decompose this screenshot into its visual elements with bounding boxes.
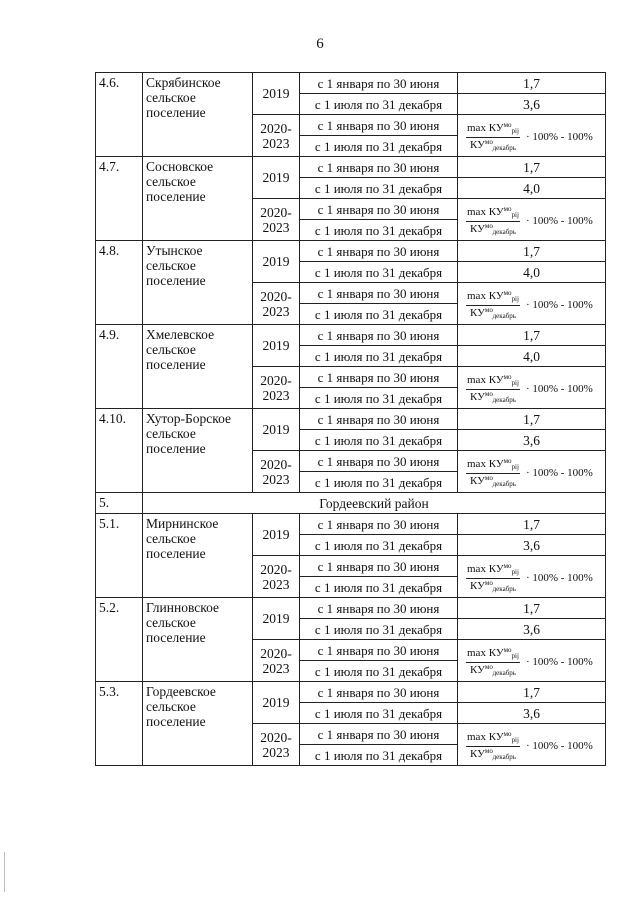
- period-cell: с 1 января по 30 июня: [300, 325, 458, 346]
- formula-numerator: $\max КУ^{мо}pij$: [466, 647, 520, 663]
- settlement-name: Скрябинское сельское поселение: [143, 73, 253, 157]
- page-number: 6: [316, 36, 324, 52]
- year-cell: 2019: [253, 325, 300, 367]
- section-number: 4.6.: [96, 73, 143, 157]
- table-row: [96, 241, 606, 262]
- formula-fraction: [466, 563, 520, 594]
- year-cell: 2020- 2023: [253, 640, 300, 682]
- period-cell: с 1 января по 30 июня: [300, 367, 458, 388]
- period-cell: с 1 июля по 31 декабря: [300, 262, 458, 283]
- year-cell: 2020- 2023: [253, 199, 300, 241]
- formula: $\frac{\max КУ^{мо}pij}{КУ^{мо}декабрь}$ · 100% - 100%: [467, 288, 593, 320]
- value-cell: 1,7: [458, 325, 606, 346]
- formula: $\frac{\max КУ^{мо}pij}{КУ^{мо}декабрь}$ · 100% - 100%: [467, 456, 593, 488]
- formula: $\frac{\max КУ^{мо}pij}{КУ^{мо}декабрь}$ · 100% - 100%: [467, 645, 593, 677]
- period-cell: с 1 января по 30 июня: [300, 241, 458, 262]
- formula-fraction: [466, 206, 520, 237]
- table-row: [96, 157, 606, 178]
- formula-fraction: [466, 731, 520, 762]
- period-cell: с 1 января по 30 июня: [300, 451, 458, 472]
- value-cell: 3,6: [458, 619, 606, 640]
- period-cell: с 1 июля по 31 декабря: [300, 136, 458, 157]
- section-number: 5.3.: [96, 682, 143, 766]
- formula: $\frac{\max КУ^{мо}pij}{КУ^{мо}декабрь}$ · 100% - 100%: [467, 372, 593, 404]
- formula-numerator: $\max КУ^{мо}pij$: [466, 290, 520, 306]
- formula-denominator: $КУ^{мо}декабрь$: [469, 221, 516, 236]
- year-cell: 2019: [253, 409, 300, 451]
- formula-cell: [458, 199, 606, 241]
- formula: $\frac{\max КУ^{мо}pij}{КУ^{мо}декабрь}$ · 100% - 100%: [467, 729, 593, 761]
- region-name: Гордеевский район: [143, 493, 606, 514]
- value-cell: 1,7: [458, 598, 606, 619]
- value-cell: 3,6: [458, 535, 606, 556]
- year-cell: 2020- 2023: [253, 367, 300, 409]
- value-cell: 1,7: [458, 682, 606, 703]
- year-cell: 2020- 2023: [253, 724, 300, 766]
- period-cell: с 1 июля по 31 декабря: [300, 430, 458, 451]
- period-cell: с 1 января по 30 июня: [300, 157, 458, 178]
- table-row: [96, 682, 606, 703]
- year-cell: 2019: [253, 157, 300, 199]
- section-number: 5.1.: [96, 514, 143, 598]
- period-cell: с 1 июля по 31 декабря: [300, 703, 458, 724]
- formula-fraction: [466, 647, 520, 678]
- value-cell: 1,7: [458, 241, 606, 262]
- period-cell: с 1 июля по 31 декабря: [300, 472, 458, 493]
- section-number: 4.9.: [96, 325, 143, 409]
- period-cell: с 1 января по 30 июня: [300, 682, 458, 703]
- region-number: 5.: [96, 493, 143, 514]
- year-cell: 2020- 2023: [253, 283, 300, 325]
- period-cell: с 1 июля по 31 декабря: [300, 388, 458, 409]
- year-cell: 2019: [253, 73, 300, 115]
- value-cell: 3,6: [458, 703, 606, 724]
- table-row: [96, 73, 606, 94]
- period-cell: с 1 января по 30 июня: [300, 199, 458, 220]
- year-cell: 2019: [253, 682, 300, 724]
- formula-cell: [458, 283, 606, 325]
- period-cell: с 1 июля по 31 декабря: [300, 661, 458, 682]
- period-cell: с 1 июля по 31 декабря: [300, 304, 458, 325]
- year-cell: 2019: [253, 598, 300, 640]
- settlement-name: Сосновское сельское поселение: [143, 157, 253, 241]
- period-cell: с 1 июля по 31 декабря: [300, 220, 458, 241]
- period-cell: с 1 июля по 31 декабря: [300, 619, 458, 640]
- value-cell: 3,6: [458, 94, 606, 115]
- value-cell: 3,6: [458, 430, 606, 451]
- period-cell: с 1 января по 30 июня: [300, 640, 458, 661]
- value-cell: 4,0: [458, 178, 606, 199]
- value-cell: 4,0: [458, 262, 606, 283]
- section-number: 4.8.: [96, 241, 143, 325]
- settlement-name: Хутор-Борское сельское поселение: [143, 409, 253, 493]
- formula-denominator: $КУ^{мо}декабрь$: [469, 137, 516, 152]
- section-number: 4.10.: [96, 409, 143, 493]
- formula-numerator: $\max КУ^{мо}pij$: [466, 206, 520, 222]
- period-cell: с 1 января по 30 июня: [300, 724, 458, 745]
- formula-denominator: $КУ^{мо}декабрь$: [469, 662, 516, 677]
- period-cell: с 1 января по 30 июня: [300, 598, 458, 619]
- formula-cell: [458, 556, 606, 598]
- formula-numerator: $\max КУ^{мо}pij$: [466, 458, 520, 474]
- tariff-table: [95, 72, 605, 766]
- value-cell: 1,7: [458, 514, 606, 535]
- year-cell: 2019: [253, 514, 300, 556]
- formula-cell: [458, 724, 606, 766]
- formula-cell: [458, 367, 606, 409]
- table-row: [96, 409, 606, 430]
- value-cell: 1,7: [458, 73, 606, 94]
- period-cell: с 1 июля по 31 декабря: [300, 94, 458, 115]
- period-cell: с 1 января по 30 июня: [300, 556, 458, 577]
- formula: $\frac{\max КУ^{мо}pij}{КУ^{мо}декабрь}$ · 100% - 100%: [467, 561, 593, 593]
- period-cell: с 1 июля по 31 декабря: [300, 178, 458, 199]
- settlement-name: Хмелевское сельское поселение: [143, 325, 253, 409]
- scan-margin-mark: [4, 852, 5, 892]
- settlement-name: Гордеевское сельское поселение: [143, 682, 253, 766]
- formula-cell: [458, 640, 606, 682]
- period-cell: с 1 января по 30 июня: [300, 283, 458, 304]
- formula-numerator: $\max КУ^{мо}pij$: [466, 374, 520, 390]
- formula-fraction: [466, 122, 520, 153]
- formula-denominator: $КУ^{мо}декабрь$: [469, 389, 516, 404]
- section-number: 4.7.: [96, 157, 143, 241]
- year-cell: 2020- 2023: [253, 451, 300, 493]
- period-cell: с 1 июля по 31 декабря: [300, 346, 458, 367]
- formula-cell: [458, 115, 606, 157]
- formula-numerator: $\max КУ^{мо}pij$: [466, 731, 520, 747]
- settlement-name: Мирнинское сельское поселение: [143, 514, 253, 598]
- period-cell: с 1 января по 30 июня: [300, 73, 458, 94]
- value-cell: 4,0: [458, 346, 606, 367]
- year-cell: 2020- 2023: [253, 115, 300, 157]
- period-cell: с 1 января по 30 июня: [300, 409, 458, 430]
- formula-fraction: [466, 374, 520, 405]
- formula: $\frac{\max КУ^{мо}pij}{КУ^{мо}декабрь}$ · 100% - 100%: [467, 120, 593, 152]
- region-row: [96, 493, 606, 514]
- period-cell: с 1 января по 30 июня: [300, 115, 458, 136]
- formula-denominator: $КУ^{мо}декабрь$: [469, 473, 516, 488]
- formula: $\frac{\max КУ^{мо}pij}{КУ^{мо}декабрь}$ · 100% - 100%: [467, 204, 593, 236]
- value-cell: 1,7: [458, 409, 606, 430]
- formula-numerator: $\max КУ^{мо}pij$: [466, 122, 520, 138]
- formula-numerator: $\max КУ^{мо}pij$: [466, 563, 520, 579]
- table-row: [96, 325, 606, 346]
- year-cell: 2020- 2023: [253, 556, 300, 598]
- value-cell: 1,7: [458, 157, 606, 178]
- formula-denominator: $КУ^{мо}декабрь$: [469, 578, 516, 593]
- period-cell: с 1 января по 30 июня: [300, 514, 458, 535]
- settlement-name: Глинновское сельское поселение: [143, 598, 253, 682]
- period-cell: с 1 июля по 31 декабря: [300, 535, 458, 556]
- formula-cell: [458, 451, 606, 493]
- settlement-name: Утынское сельское поселение: [143, 241, 253, 325]
- formula-denominator: $КУ^{мо}декабрь$: [469, 305, 516, 320]
- formula-fraction: [466, 458, 520, 489]
- year-cell: 2019: [253, 241, 300, 283]
- period-cell: с 1 июля по 31 декабря: [300, 577, 458, 598]
- table-row: [96, 598, 606, 619]
- formula-fraction: [466, 290, 520, 321]
- period-cell: с 1 июля по 31 декабря: [300, 745, 458, 766]
- formula-denominator: $КУ^{мо}декабрь$: [469, 746, 516, 761]
- table-row: [96, 514, 606, 535]
- section-number: 5.2.: [96, 598, 143, 682]
